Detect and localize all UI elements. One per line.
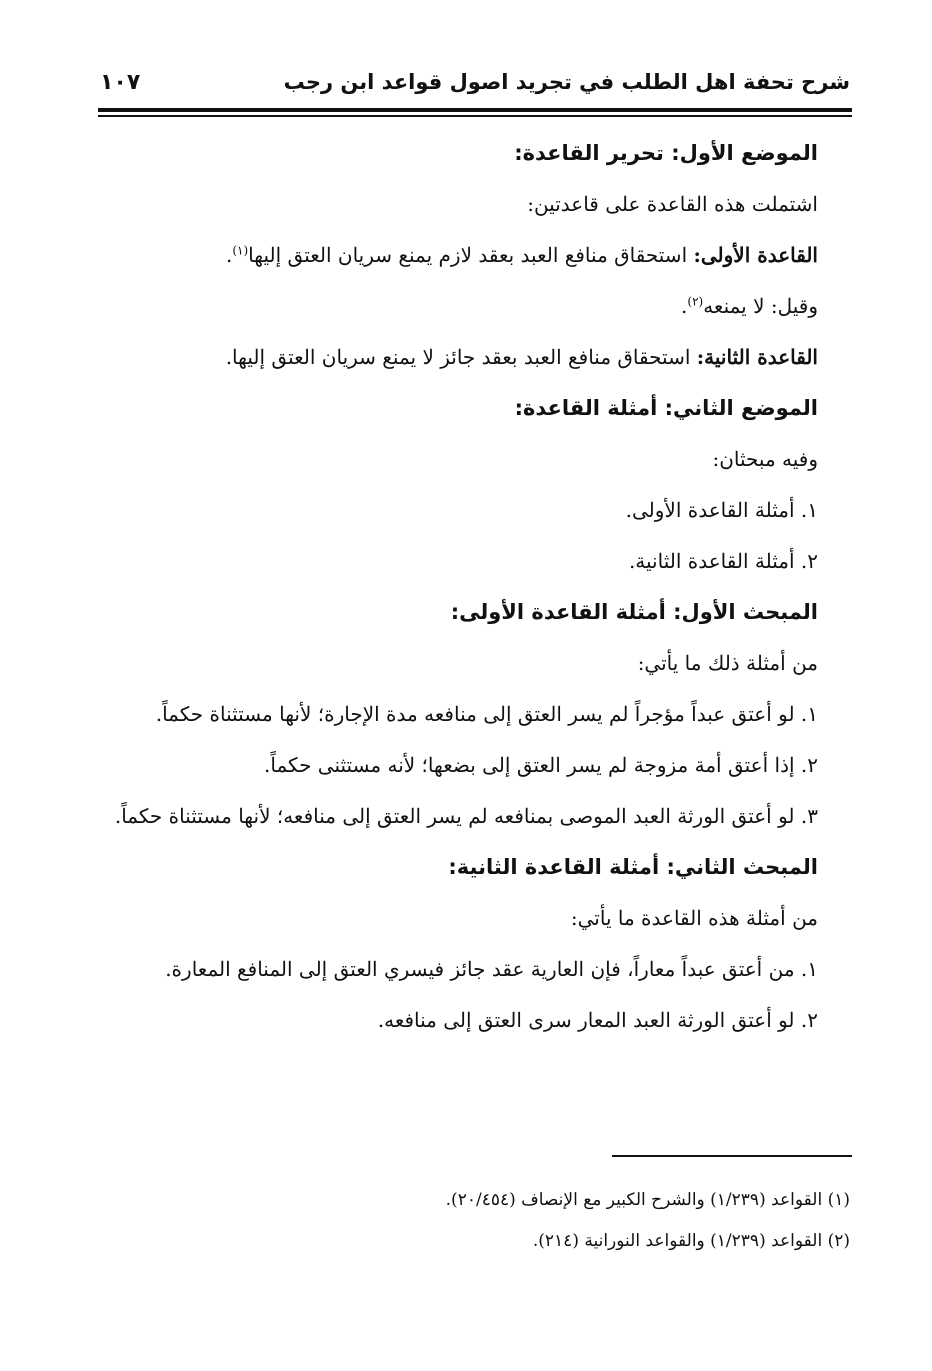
section1-heading: الموضع الأول: تحرير القاعدة: [514,141,818,165]
intro-paragraph: اشتملت هذه القاعدة على قاعدتين: [527,192,818,216]
mabhath1-heading: المبحث الأول: أمثلة القاعدة الأولى: [450,600,818,624]
list-item: ٣. لو أعتق الورثة العبد الموصى بمنافعه لم يسر العتق إلى منافعه؛ لأنها مستثناة حكماً. [114,804,818,828]
mabhath2-intro: من أمثلة هذه القاعدة ما يأتي: [570,906,818,930]
header-rule-thin [98,115,852,117]
rule1-label: القاعدة الأولى: [693,243,818,267]
rule1-paragraph: القاعدة الأولى: استحقاق منافع العبد بعقد لازم يمنع سريان العتق إليها$^{(١)}$. [225,243,818,267]
running-header [100,66,850,106]
main-text [98,128,818,1046]
mabhath2-heading: المبحث الثاني: أمثلة القاعدة الثانية: [448,855,818,879]
list-item: ١. من أعتق عبداً معاراً، فإن العارية عقد جائز فيسري العتق إلى المنافع المعارة. [165,957,818,981]
footnotes [150,1180,850,1262]
header-rule-thick [98,108,852,112]
rule2-text: استحقاق منافع العبد بعقد جائز لا يمنع سريان العتق إليها. [225,345,691,369]
rule1-text: استحقاق منافع العبد بعقد لازم يمنع سريان العتق إليها [248,243,688,267]
list-item: ٢. لو أعتق الورثة العبد المعار سرى العتق إلى منافعه. [377,1008,818,1032]
footnote: (٢) القواعد (١/٢٣٩) والقواعد النورانية (٢١٤). [532,1231,850,1251]
mabhath1-intro: من أمثلة ذلك ما يأتي: [637,651,818,675]
rule2-paragraph [98,332,818,383]
rule2-label: القاعدة الثانية: [696,345,818,369]
list-item: ٢. إذا أعتق أمة مزوجة لم يسر العتق إلى بضعها؛ لأنه مستثنى حكماً. [264,753,818,777]
qil-text: وقيل: لا يمنعه [703,294,818,318]
page-number: ١٠٧ [100,70,141,95]
running-title: شرح تحفة اهل الطلب في تجريد اصول قواعد ابن رجب [283,70,850,94]
list-item: ٢. أمثلة القاعدة الثانية. [628,549,818,573]
footnote-separator [612,1155,852,1157]
qil-paragraph: وقيل: لا يمنعه$^{(٢)}$. [681,294,818,318]
footnote: (١) القواعد (١/٢٣٩) والشرح الكبير مع الإنصاف (٢٠/٤٥٤). [445,1190,850,1210]
section2-heading: الموضع الثاني: أمثلة القاعدة: [514,396,818,420]
section2-intro: وفيه مبحثان: [712,447,818,471]
footnote-ref-2: (٢) [687,294,704,309]
footnote-ref-1: (١) [232,243,249,258]
list-item: ١. لو أعتق عبداً مؤجراً لم يسر العتق إلى منافعه مدة الإجارة؛ لأنها مستثناة حكماً. [155,702,818,726]
list-item: ١. أمثلة القاعدة الأولى. [625,498,818,522]
